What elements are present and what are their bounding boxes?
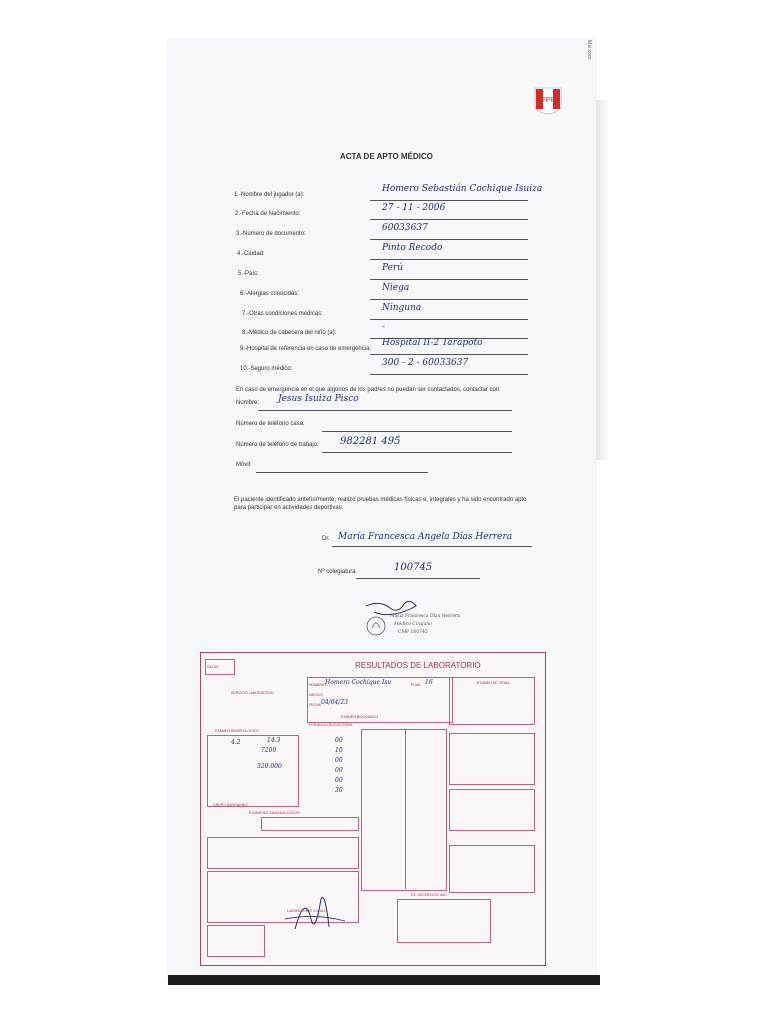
field-line	[370, 259, 528, 260]
field-line	[370, 200, 528, 201]
fpf-logo-icon	[533, 86, 563, 120]
lab-firma: LABORATORIO CLINICO	[287, 909, 328, 913]
lab-orina-grid	[449, 733, 535, 785]
lab-edad-label: EDAD	[411, 683, 421, 687]
lab-leucocitos: 7200	[261, 747, 277, 754]
field-value: -	[382, 322, 386, 332]
lab-hemato-box	[207, 735, 299, 807]
svg-text:FPF: FPF	[541, 97, 555, 104]
emergency-name-value: Jesus Isuiza Pisco	[278, 394, 359, 404]
lab-eos: 00	[335, 737, 343, 744]
lab-signature-icon	[275, 889, 355, 939]
lab-inmuno-box	[261, 817, 359, 831]
lab-secrecion-box	[397, 899, 491, 943]
lab-logo	[205, 659, 235, 675]
lab-segmentados: 10	[335, 747, 343, 754]
home-phone-line	[322, 431, 512, 432]
field-label: 7.-Otras condiciones médicas:	[242, 311, 323, 317]
field-line	[370, 319, 528, 320]
mobile-line	[256, 472, 428, 473]
field-line	[370, 354, 528, 355]
doctor-line	[332, 546, 532, 547]
table-edge	[168, 975, 600, 985]
svg-text:Médico Cirujano: Médico Cirujano	[394, 622, 432, 627]
side-note: Mar.com	[586, 40, 592, 60]
lab-orina: EXAMEN DE ORINA	[477, 681, 510, 685]
field-label: 6.-Alergias conocidas:	[240, 291, 300, 297]
field-line	[370, 374, 528, 375]
field-label: 10.-Seguro médico:	[240, 366, 293, 372]
field-value: Hospital II-2 Tarapoto	[382, 338, 483, 348]
mobile-label: Móvil:	[236, 462, 252, 468]
lab-inmunologicos: EXAMENES INMUNOLOGICOS	[249, 811, 300, 815]
lab-hb: 14.3	[267, 737, 281, 744]
doctor-signature-stamp	[360, 598, 460, 642]
lab-medico-label: MEDICO	[309, 693, 323, 697]
field-label: 9.-Hospital de referencia en caso de emergencia:	[240, 346, 372, 352]
lab-hematies: 4.2	[231, 739, 241, 746]
lab-servicio: SERVICIO LABORATORIO	[231, 691, 274, 695]
field-value: Perú	[382, 263, 404, 273]
lab-logo-text: SALUD	[207, 665, 219, 669]
lab-monocitos: 00	[335, 777, 343, 784]
lab-fecha-label: FECHA	[309, 703, 321, 707]
svg-text:María Francesca Días Herrera: María Francesca Días Herrera	[390, 614, 460, 619]
lab-edad-value: 16	[425, 679, 433, 686]
field-label: 4.-Ciudad:	[237, 251, 265, 257]
lab-nombres-label: NOMBRES	[309, 683, 327, 687]
work-phone-line	[322, 452, 512, 453]
field-value: Ninguna	[382, 303, 422, 313]
emergency-heading: En caso de emergencia en el que algunos de los padres no puedan ser contactados, contactar con:	[236, 387, 501, 393]
lab-hematologico: EXAMEN HEMATOLOGICO	[215, 729, 260, 733]
colegiatura-line	[356, 578, 480, 579]
doctor-name: María Francesca Angela Días Herrera	[338, 532, 513, 542]
home-phone-label: Número de teléfono casa:	[236, 421, 305, 427]
work-phone-label: Número de teléfono de trabajo:	[236, 442, 319, 448]
lab-baso: 00	[335, 757, 343, 764]
work-phone-value: 982281 495	[340, 436, 401, 447]
lab-nombres-value: Homero Cochique Isu	[325, 679, 392, 686]
field-line	[370, 299, 528, 300]
field-label: 8.-Médico de cabecera del niño (a):	[242, 330, 337, 336]
colegiatura-label: Nº colegiatura	[318, 569, 356, 575]
lab-hiv-box	[207, 925, 265, 957]
field-value: 60033637	[382, 223, 428, 233]
doctor-prefix: Dr.	[322, 536, 330, 542]
lab-results-sheet	[200, 652, 546, 966]
lab-sedimento-grid	[449, 789, 535, 831]
emergency-name-line	[258, 410, 512, 411]
field-value: Homero Sebastián Cochique Isuiza	[382, 184, 543, 194]
lab-abastonados: 00	[335, 767, 343, 774]
lab-dx-secrecion: DX. SECRECION VAG	[411, 893, 447, 897]
paper-shadow	[596, 100, 610, 460]
emergency-name-label: Nombre:	[236, 400, 260, 406]
field-label: 1.-Nombre del jugador (a):	[234, 192, 305, 198]
lab-cristales-box	[449, 845, 535, 893]
svg-text:CMP 100745: CMP 100745	[398, 630, 428, 635]
field-value: Pinto Recodo	[382, 243, 443, 253]
field-line	[370, 219, 528, 220]
field-line	[370, 239, 528, 240]
field-value: Niega	[382, 283, 410, 293]
lab-bioquimico: EXAMEN BIOQUIMICO	[341, 715, 379, 719]
lab-formula: FORMULA LEUCOCITARIA	[309, 723, 353, 727]
lab-fecha-value: 04/04/23	[321, 699, 348, 706]
lab-bio-divider	[405, 729, 406, 889]
certification-text: El paciente identificado anteriormente, realizó pruebas médicas físicas e, integrales y ha sido encontrado apto para participar en actividades deportivas.	[234, 497, 527, 511]
page-title: ACTA DE APTO MÉDICO	[340, 152, 433, 161]
lab-linfocitos: 30	[335, 787, 343, 794]
lab-bio-box	[361, 729, 447, 891]
field-value: 300 - 2 - 60033637	[382, 358, 469, 368]
lab-misc-box	[207, 837, 359, 869]
lab-grupo: GRUPO SANGUINEO	[213, 803, 248, 807]
field-label: 5.-País:	[238, 271, 259, 277]
lab-title: RESULTADOS DE LABORATORIO	[355, 661, 481, 670]
colegiatura-value: 100745	[394, 562, 433, 573]
field-label: 2.-Fecha de Nacimiento:	[235, 211, 301, 217]
lab-plaquetas: 320.000	[257, 763, 282, 770]
field-value: 27 - 11 - 2006	[382, 203, 446, 213]
field-line	[370, 279, 528, 280]
field-label: 3.-Número de documento:	[236, 231, 306, 237]
